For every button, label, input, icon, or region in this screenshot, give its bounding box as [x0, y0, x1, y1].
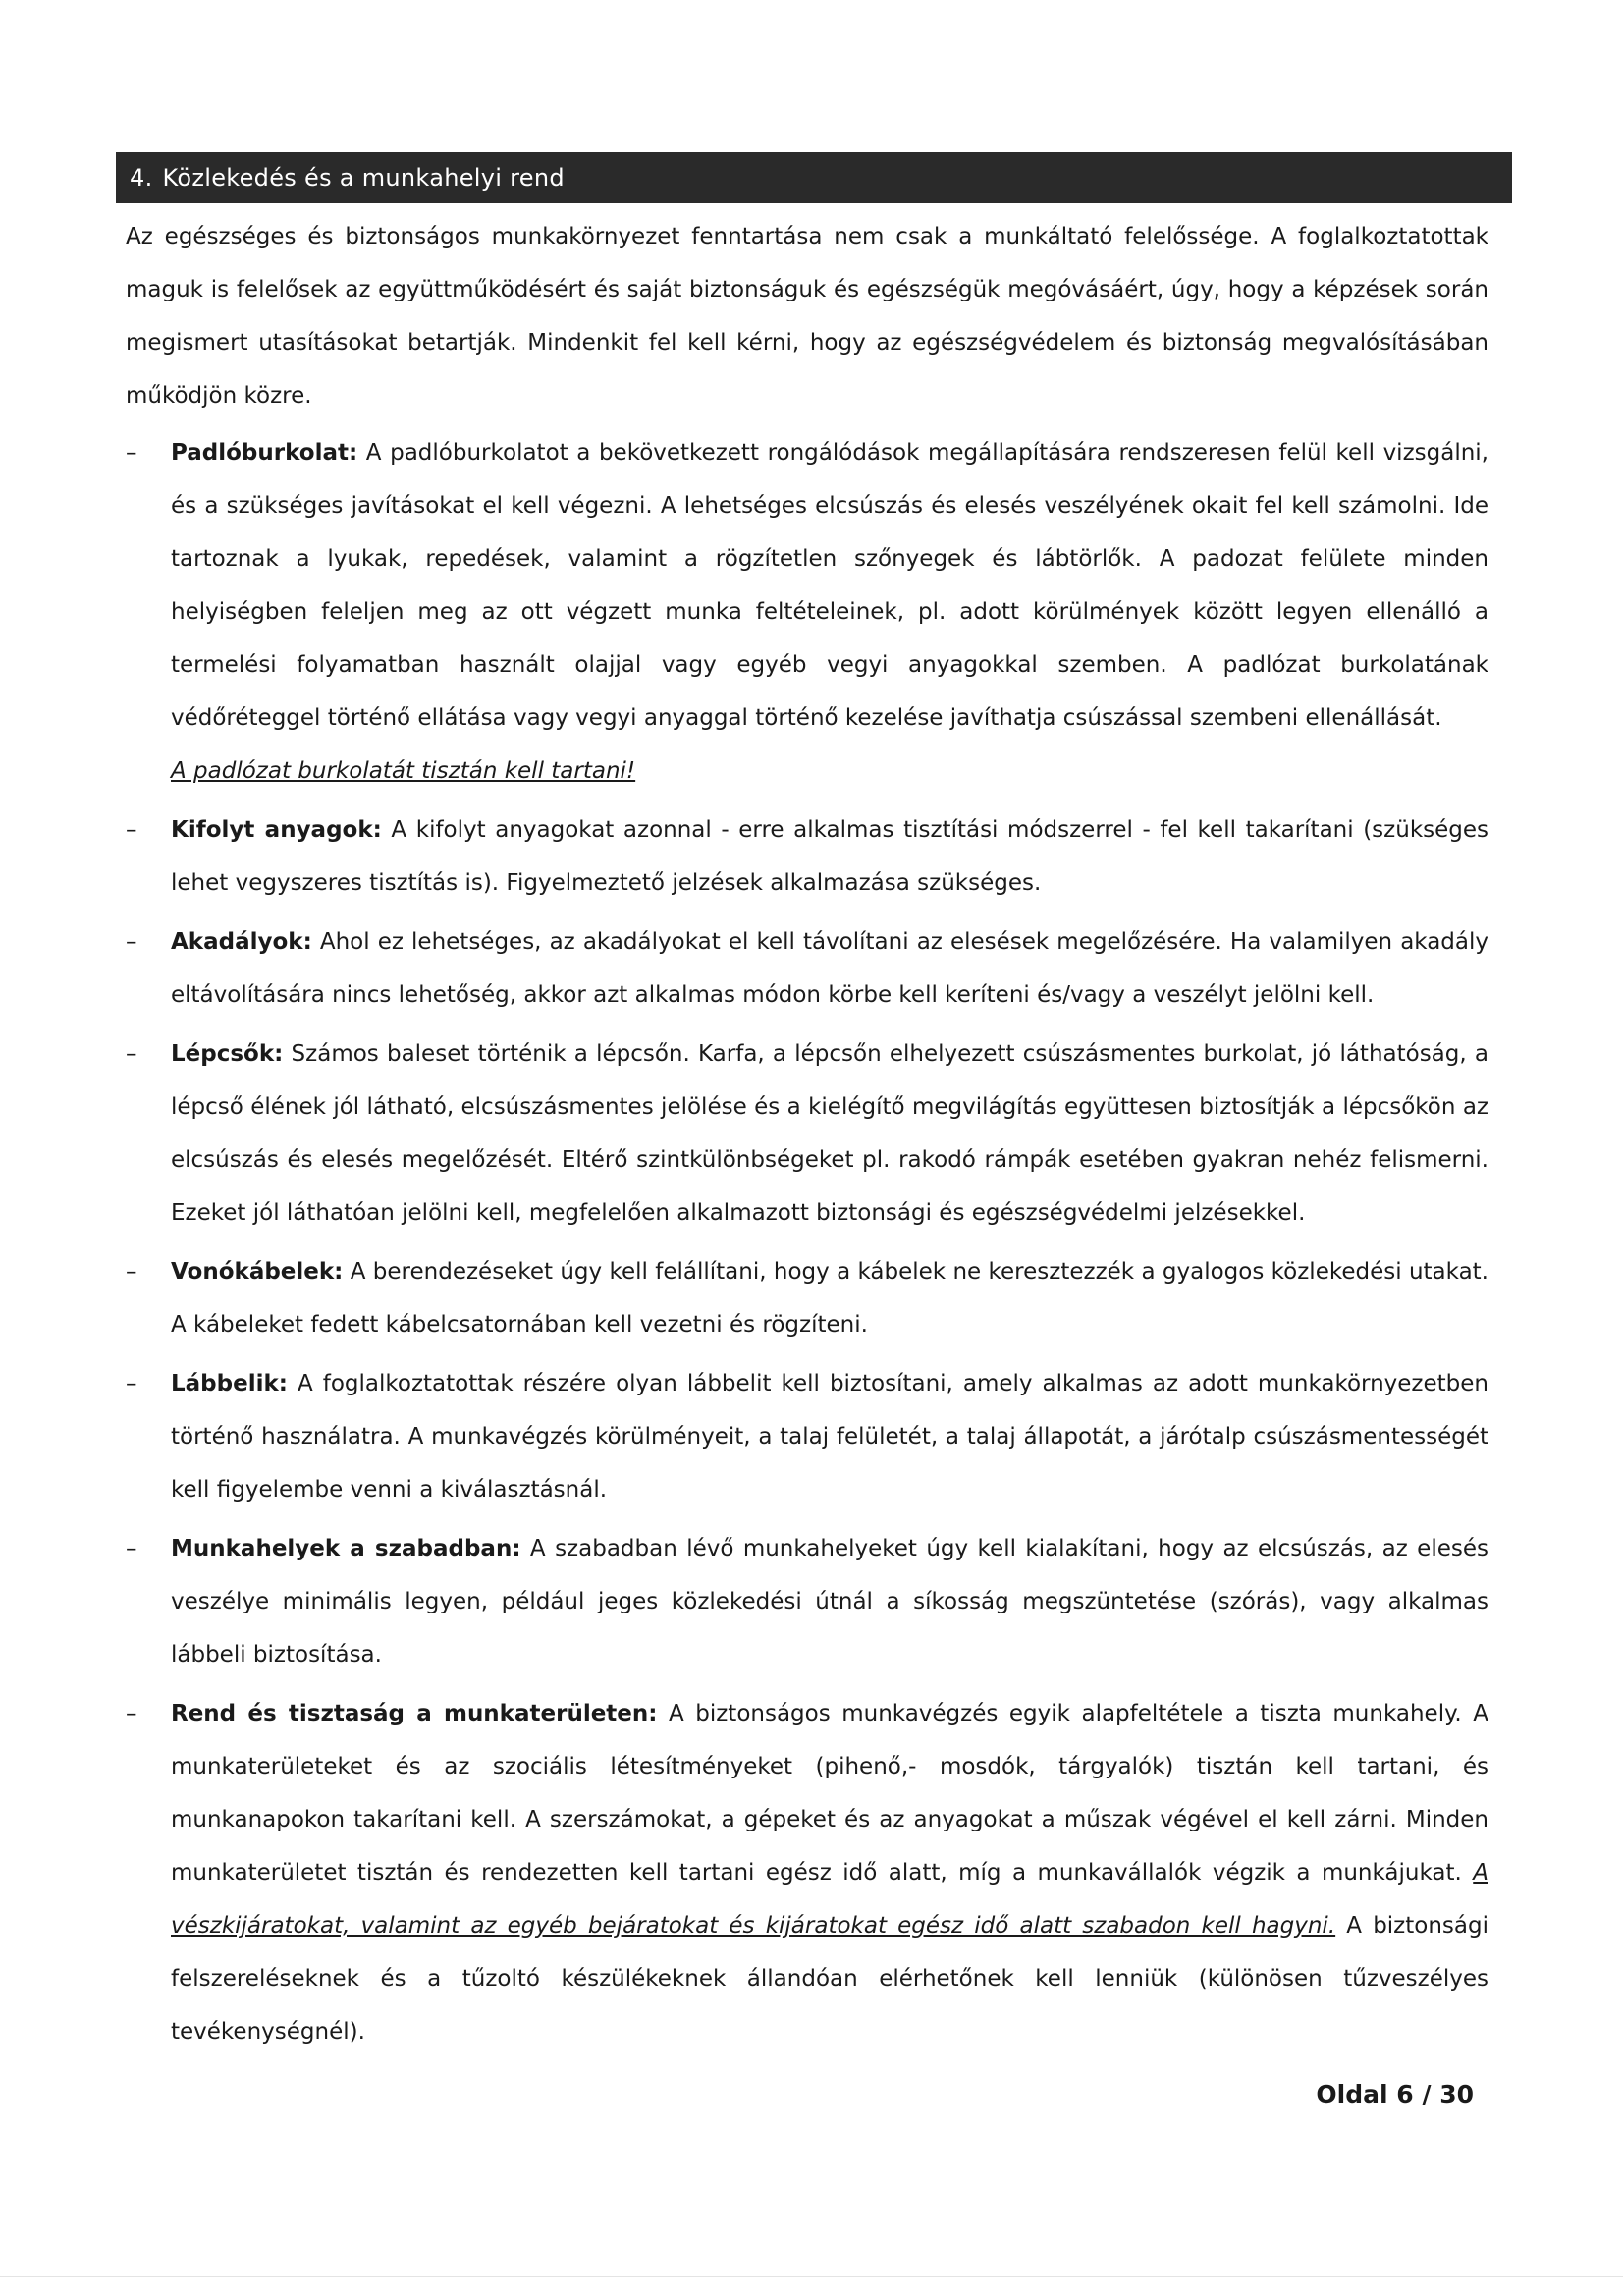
bullet-dash: –	[126, 1041, 137, 1066]
item-text: A szabadban lévő munkahelyeket úgy kell kialakítani, hogy az elcsúszás, az elesés veszélye minimális legyen, például jeges közlekedési útnál a síkosság megszüntetése (szórás), vagy alkalmas lábbeli biztosítása.	[171, 1536, 1488, 1667]
section-header	[116, 152, 1512, 203]
item-text: A kifolyt anyagokat azonnal - erre alkalmas tisztítási módszerrel - fel kell takarítani (szükséges lehet vegyszeres tisztítás is). Figyelmeztető jelzések alkalmazása szükséges.	[171, 817, 1489, 896]
bullet-dash: –	[126, 1371, 137, 1396]
item-text: A padlóburkolatot a bekövetkezett rongálódások megállapítására rendszeresen felül kell vizsgálni, és a szükséges javításokat el kell végezni. A lehetséges elcsúszás és elesés veszélyének okait fel kell számolni. Ide tartoznak a lyukak, repedések, valamint a rögzítetlen szőnyegek és lábtörlők. A padozat felülete minden helyiségben feleljen meg az ott végzett munka feltételeinek, pl. adott körülmények között legyen ellenálló a termelési folyamatban használt olajjal vagy egyéb vegyi anyagokkal szemben. A padlózat burkolatának védőréteggel történő ellátása vagy vegyi anyaggal történő kezelése javíthatja csúszással szembeni ellenállását.	[171, 440, 1488, 731]
item-emphasis: A vészkijáratokat, valamint az egyéb bejáratokat és kijáratokat egész idő alatt szabadon kell hagyni.	[171, 1860, 1488, 1939]
item-term: Rend és tisztaság a munkaterületen:	[171, 1701, 658, 1726]
item-text: A berendezéseket úgy kell felállítani, hogy a kábelek ne keresztezzék a gyalogos közlekedési utakat. A kábeleket fedett kábelcsatornában kell vezetni és rögzíteni.	[171, 1259, 1488, 1338]
intro-paragraph: Az egészséges és biztonságos munkakörnyezet fenntartása nem csak a munkáltató felelőssége. A foglalkoztatottak maguk is felelősek az együttműködésért és saját biztonságuk és egészségük megóvásáért, úgy, hogy a képzések során megismert utasításokat betartják. Mindenkit fel kell kérni, hogy az egészségvédelem és biztonság megvalósításában működjön közre.	[126, 224, 1488, 409]
item-text: Számos baleset történik a lépcsőn. Karfa, a lépcsőn elhelyezett csúszásmentes burkolat, jó láthatóság, a lépcső élének jól látható, elcsúszásmentes jelölése és a kielégítő megvilágítás együttesen biztosítják a lépcsőkön az elcsúszás és elesés megelőzését. Eltérő szintkülönbségeket pl. rakodó rámpák esetében gyakran nehéz felismerni. Ezeket jól láthatóan jelölni kell, megfelelően alkalmazott biztonsági és egészségvédelmi jelzésekkel.	[171, 1041, 1488, 1226]
item-term: Kifolyt anyagok:	[171, 817, 382, 843]
item-term: Munkahelyek a szabadban:	[171, 1536, 521, 1561]
section-number: 4.	[130, 164, 153, 191]
list-item	[126, 1522, 1488, 1681]
section-body	[126, 210, 1488, 2064]
page-number: Oldal 6 / 30	[1316, 2080, 1474, 2108]
bullet-list	[126, 426, 1488, 2058]
bullet-dash: –	[126, 1701, 137, 1726]
list-item	[126, 1027, 1488, 1239]
bullet-dash: –	[126, 929, 137, 955]
list-item	[126, 1687, 1488, 2058]
item-term: Lábbelik:	[171, 1371, 288, 1396]
item-term: Lépcsők:	[171, 1041, 284, 1066]
list-item	[126, 1357, 1488, 1516]
item-term: Padlóburkolat:	[171, 440, 358, 465]
list-item	[126, 426, 1488, 797]
item-term: Akadályok:	[171, 929, 312, 955]
scan-edge-divider	[0, 2276, 1623, 2277]
item-emphasis: A padlózat burkolatát tisztán kell tartani!	[171, 758, 636, 784]
item-text: A foglalkoztatottak részére olyan lábbelit kell biztosítani, amely alkalmas az adott munkakörnyezetben történő használatra. A munkavégzés körülményeit, a talaj felületét, a talaj állapotát, a járótalp csúszásmentességét kell figyelembe venni a kiválasztásnál.	[171, 1371, 1488, 1503]
list-item	[126, 1245, 1488, 1351]
list-item	[126, 803, 1488, 909]
bullet-dash: –	[126, 817, 137, 843]
list-item	[126, 915, 1488, 1021]
bullet-dash: –	[126, 440, 137, 465]
bullet-dash: –	[126, 1536, 137, 1561]
item-text: A biztonságos munkavégzés egyik alapfeltétele a tiszta munkahely. A munkaterületeket és az szociális létesítményeket (pihenő,- mosdók, tárgyalók) tisztán kell tartani, és munkanapokon takarítani kell. A szerszámokat, a gépeket és az anyagokat a műszak végével el kell zárni. Minden munkaterületet tisztán és rendezetten kell tartani egész idő alatt, míg a munkavállalók végzik a munkájukat.	[171, 1701, 1488, 1886]
item-term: Vonókábelek:	[171, 1259, 344, 1285]
item-text: Ahol ez lehetséges, az akadályokat el kell távolítani az elesések megelőzésére. Ha valamilyen akadály eltávolítására nincs lehetőség, akkor azt alkalmas módon körbe kell keríteni és/vagy a veszélyt jelölni kell.	[171, 929, 1488, 1008]
section-title: Közlekedés és a munkahelyi rend	[162, 164, 565, 191]
bullet-dash: –	[126, 1259, 137, 1285]
item-tail: A biztonsági felszereléseknek és a tűzoltó készülékeknek állandóan elérhetőnek kell lenniük (különösen tűzveszélyes tevékenységnél).	[171, 1913, 1488, 2045]
